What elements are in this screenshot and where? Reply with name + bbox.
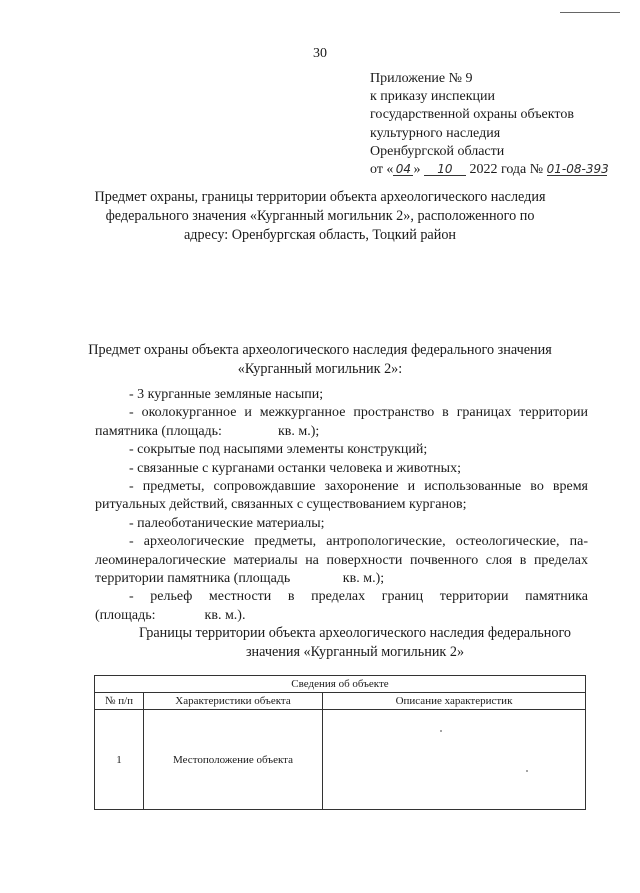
list-item: - палеоботанические материалы; xyxy=(129,515,325,531)
date-day: 04 xyxy=(393,163,413,176)
row-characteristic: Местоположение объекта xyxy=(144,710,323,810)
table-caption: Сведения об объекте xyxy=(95,676,586,693)
list-item: (площадь: кв. м.). xyxy=(95,607,246,623)
protection-items-list xyxy=(95,386,588,625)
appendix-line: к приказу инспекции xyxy=(370,89,496,105)
column-header-characteristic: Характеристики объекта xyxy=(144,693,323,710)
title-line: адресу: Оренбургская область, Тоцкий район xyxy=(184,227,456,243)
list-item: - рельеф местности в пределах границ территории памятника xyxy=(129,589,588,605)
header-rule xyxy=(560,12,620,13)
boundaries-heading xyxy=(95,624,615,662)
appendix-line: Приложение № 9 xyxy=(370,71,473,86)
table-row xyxy=(95,710,586,810)
date-year: 2022 года № xyxy=(469,162,544,178)
list-item: - предметы, сопровождавшие захоронение и использованные во время xyxy=(129,479,588,495)
list-item: ритуальных действий, связанных с существованием курганов; xyxy=(95,497,467,513)
appendix-line: государственной охраны объектов xyxy=(370,107,574,123)
title-line: Предмет охраны, границы территории объекта археологического наследия xyxy=(94,189,546,205)
column-header-number: № п/п xyxy=(95,693,144,710)
list-item: - археологические предметы, антропологические, остеологические, па- xyxy=(129,534,588,550)
appendix-line: Оренбургской области xyxy=(370,143,505,159)
date-prefix: от « xyxy=(370,162,394,178)
scan-speck xyxy=(440,730,442,732)
page-number: 30 xyxy=(313,46,327,61)
list-item: - связанные с курганами останки человека и животных; xyxy=(129,460,461,476)
object-info-table xyxy=(94,675,586,810)
appendix-block xyxy=(370,70,607,179)
heading-line: «Курганный могильник 2»: xyxy=(237,361,403,377)
heading-line: значения «Курганный могильник 2» xyxy=(245,644,465,660)
scan-speck xyxy=(526,770,528,772)
document-title xyxy=(80,188,560,245)
heading-line: Предмет охраны объекта археологического наследия федерального значения xyxy=(88,342,552,358)
list-item: - 3 курганные земляные насыпи; xyxy=(129,387,324,402)
list-item: - сокрытые под насыпями элементы конструкций; xyxy=(129,442,428,458)
heading-line: Границы территории объекта археологического наследия федерального xyxy=(138,625,572,641)
protection-subject-heading xyxy=(70,341,570,379)
list-item: территории памятника (площадь кв. м.); xyxy=(95,571,385,587)
list-item: леоминералогические материалы на поверхности почвенного слоя в пределах xyxy=(95,552,588,568)
row-description xyxy=(323,710,586,810)
list-item: памятника (площадь: кв. м.); xyxy=(95,423,320,439)
list-item: - околокурганное и межкурганное пространство в границах территории xyxy=(129,405,588,421)
date-month: 10 xyxy=(424,163,466,176)
row-number: 1 xyxy=(95,710,144,810)
date-mid: » xyxy=(413,162,421,178)
order-date-line xyxy=(370,161,607,179)
title-line: федерального значения «Курганный могильник 2», расположенного по xyxy=(105,208,535,224)
column-header-description: Описание характеристик xyxy=(323,693,586,710)
order-number: 01-08-393 xyxy=(546,162,609,177)
appendix-line: культурного наследия xyxy=(370,125,501,141)
